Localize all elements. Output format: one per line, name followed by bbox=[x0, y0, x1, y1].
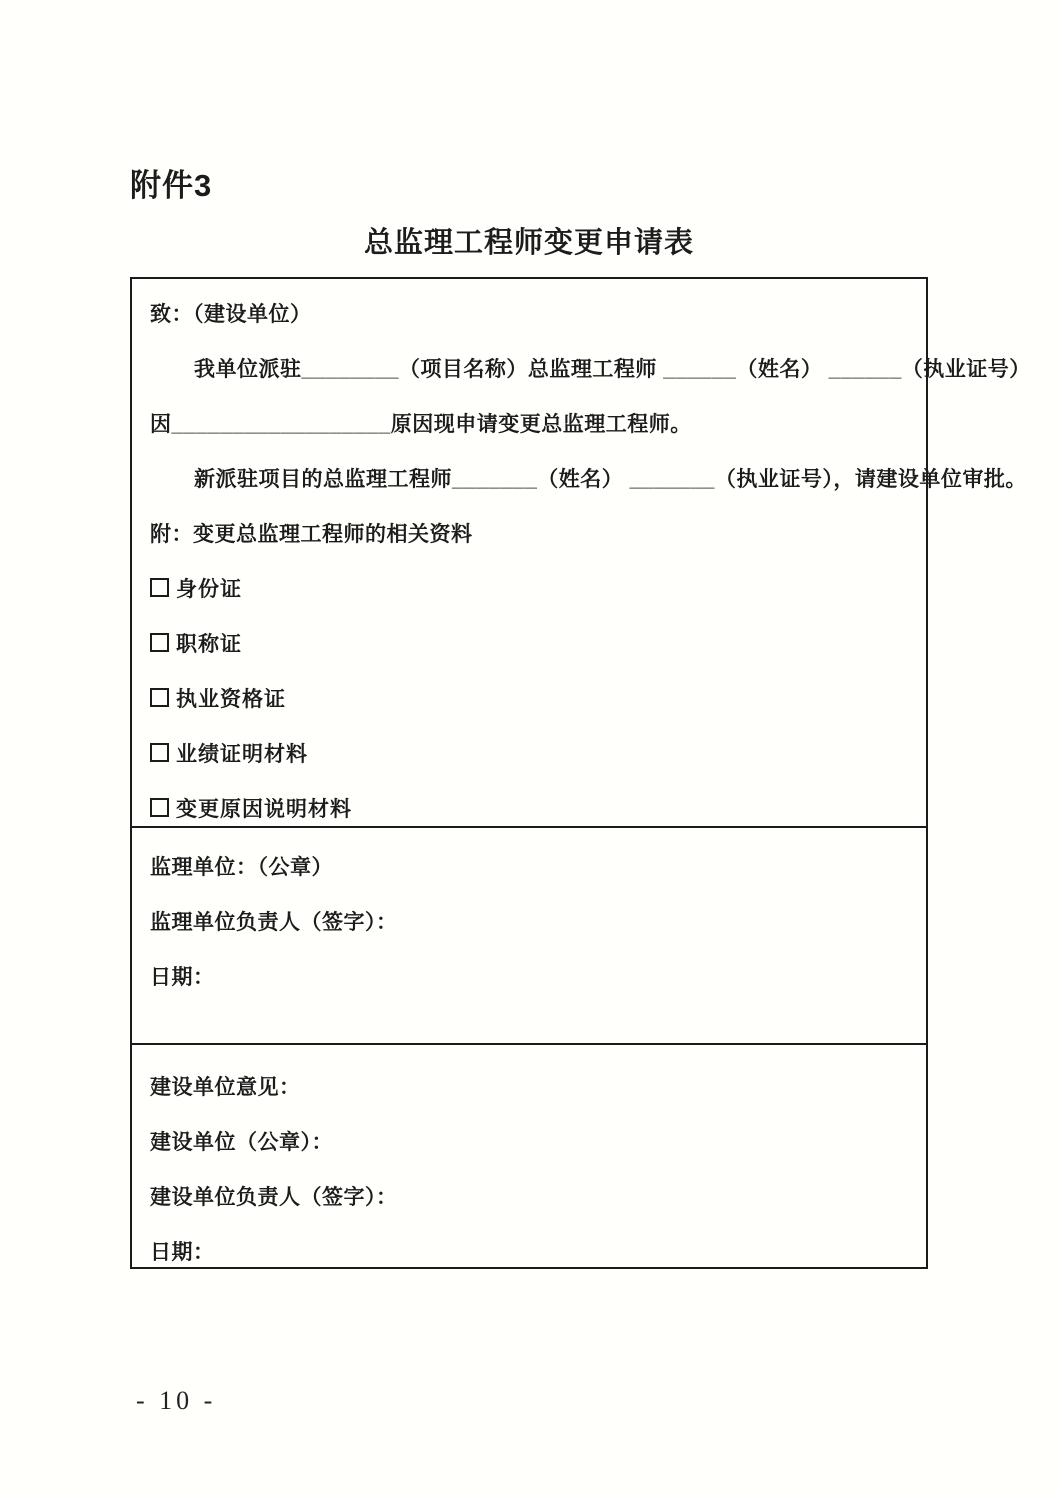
construction-date-line: 日期： bbox=[150, 1240, 215, 1264]
supervision-seal-line: 监理单位：（公章） bbox=[150, 855, 333, 879]
construction-opinion-line: 建设单位意见： bbox=[150, 1075, 301, 1099]
checkbox-label: 执业资格证 bbox=[176, 687, 286, 711]
page-title: 总监理工程师变更申请表 bbox=[363, 227, 694, 259]
checkbox-row-change-reason bbox=[150, 780, 908, 835]
checkbox-label: 职称证 bbox=[176, 632, 242, 656]
new-engineer-line: 新派驻项目的总监理工程师_______（姓名） _______（执业证号），请建设单位审批。 bbox=[194, 467, 1027, 491]
checkbox-row-performance-proof bbox=[150, 725, 908, 780]
section-application bbox=[132, 279, 1031, 828]
construction-seal-line: 建设单位（公章）： bbox=[150, 1130, 333, 1154]
construction-signer-line: 建设单位负责人（签字）： bbox=[150, 1185, 398, 1209]
checkbox-label: 业绩证明材料 bbox=[176, 742, 308, 766]
checkbox-row-title-cert bbox=[150, 615, 908, 670]
checkbox-row-id-card bbox=[150, 560, 908, 615]
section-supervision-unit bbox=[132, 828, 926, 1045]
salutation-line: 致：（建设单位） bbox=[150, 302, 312, 326]
page-number: - 10 - bbox=[136, 1386, 217, 1415]
checkbox-icon[interactable] bbox=[150, 688, 169, 707]
supervision-date-line: 日期： bbox=[150, 965, 215, 989]
checkbox-icon[interactable] bbox=[150, 578, 169, 597]
dispatch-line: 我单位派驻________（项目名称）总监理工程师 ______（姓名） ______（执业证号） bbox=[194, 357, 1031, 381]
reason-line: 因__________________原因现申请变更总监理工程师。 bbox=[150, 412, 692, 436]
checkbox-label: 变更原因说明材料 bbox=[176, 797, 352, 821]
checkbox-icon[interactable] bbox=[150, 743, 169, 762]
attachment-label: 附件3 bbox=[130, 168, 213, 203]
checkbox-icon[interactable] bbox=[150, 633, 169, 652]
application-form-table bbox=[130, 277, 1031, 1269]
section-construction-unit bbox=[132, 1045, 926, 1267]
checkbox-row-practice-cert bbox=[150, 670, 908, 725]
supervision-signer-line: 监理单位负责人（签字）： bbox=[150, 910, 398, 934]
checkbox-label: 身份证 bbox=[176, 577, 242, 601]
attachments-heading: 附：变更总监理工程师的相关资料 bbox=[150, 522, 473, 546]
checkbox-icon[interactable] bbox=[150, 798, 169, 817]
